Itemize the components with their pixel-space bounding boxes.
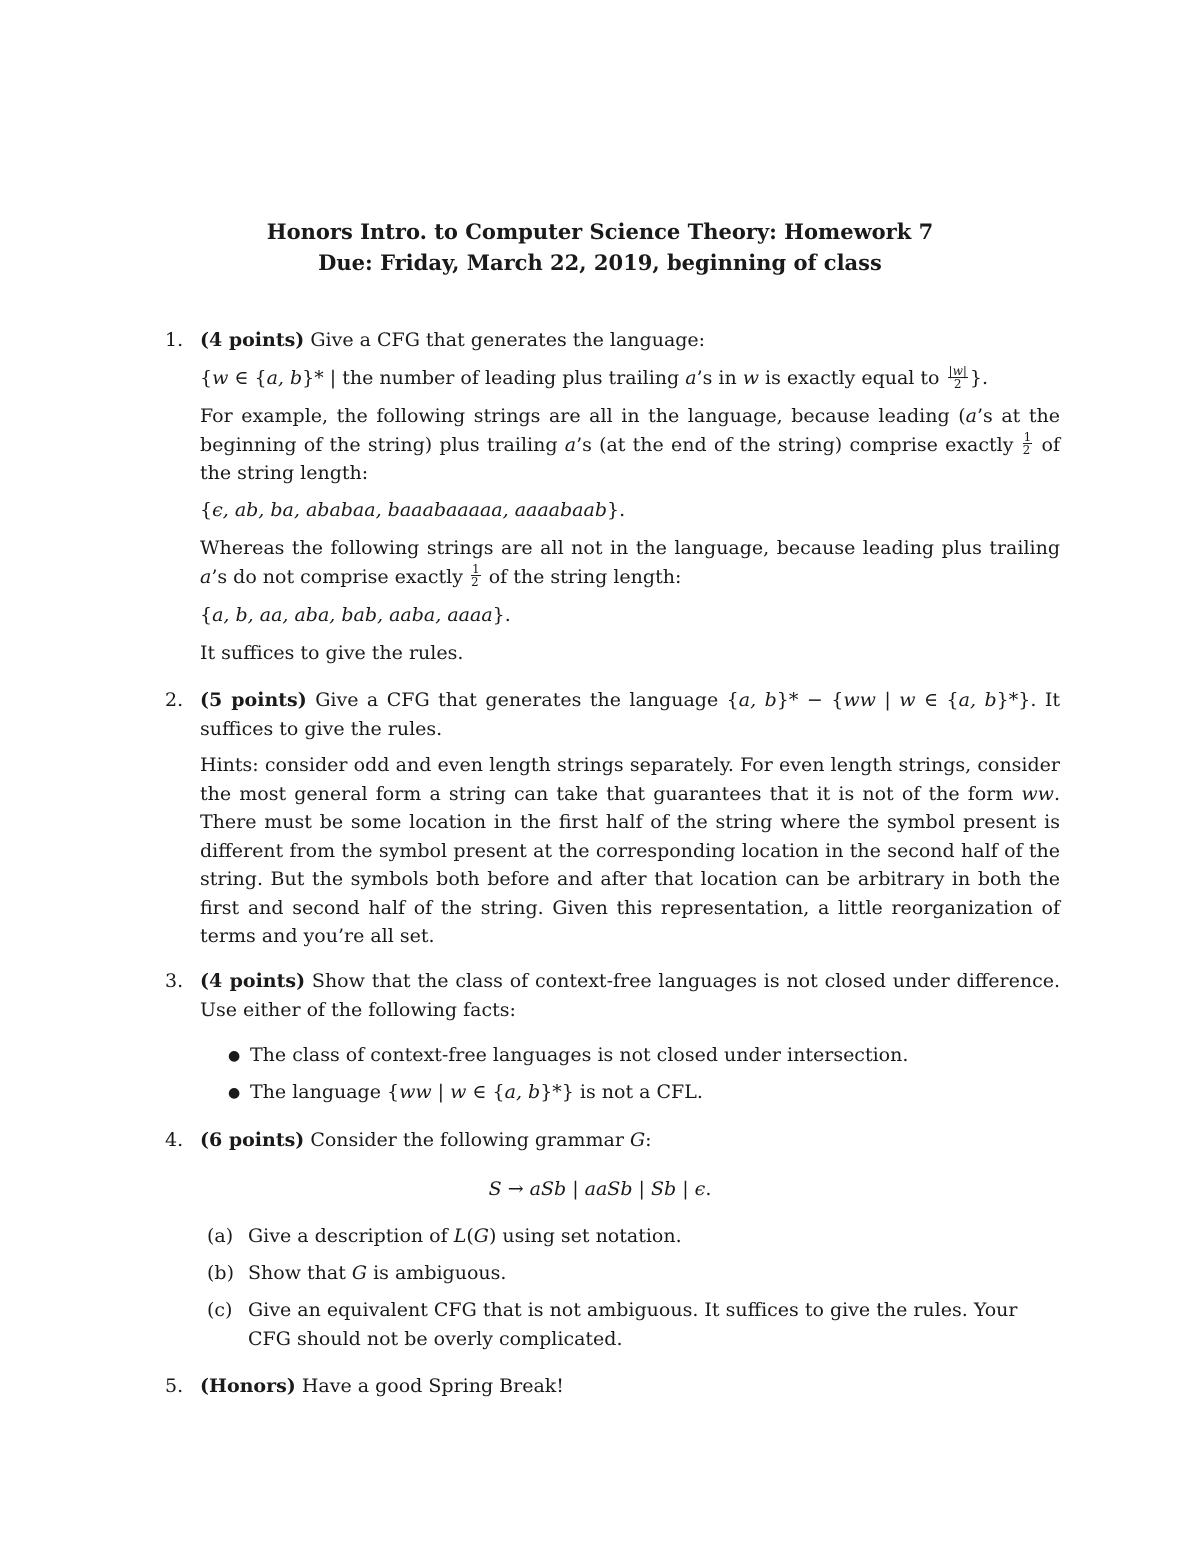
document-title: Honors Intro. to Computer Science Theory: Homework 7 <box>266 219 934 244</box>
problem-5-number: 5. <box>165 1375 184 1397</box>
problem-2-points: (5 points) <box>200 689 307 711</box>
problem-4a-text: Give a description of L(G) using set notation. <box>248 1225 682 1247</box>
bullet-icon: ● <box>228 1048 241 1064</box>
due-date: Due: Friday, March 22, 2019, beginning of class <box>318 250 882 275</box>
problem-4b-label: (b) <box>207 1262 234 1284</box>
problem-4c-label: (c) <box>207 1299 233 1321</box>
bullet-icon: ● <box>228 1085 241 1101</box>
problem-5-points: (Honors) <box>200 1375 296 1397</box>
problem-3-fact-1: The class of context-free languages is not closed under intersection. <box>250 1044 909 1066</box>
problem-4-points: (6 points) <box>200 1129 305 1151</box>
problem-3-number: 3. <box>165 970 184 992</box>
problem-4-number: 4. <box>165 1129 184 1151</box>
problem-2-hint: Hints: consider odd and even length strings separately. For even length strings, consider the most general form a string can take that guarantees that it is not of the form ww. There must be some location in the first half of the string where the symbol present is different from the symbol present at the corresponding location in the second half of the string. But the symbols both before and after that location can be arbitrary in both the first and second half of the string. Given this representation, a little reorganization of terms and you’re all set. <box>200 754 1060 947</box>
problem-4a-label: (a) <box>207 1225 234 1247</box>
problem-1-points: (4 points) <box>200 329 305 351</box>
grammar-rule: S → aSb | aaSb | Sb | ϵ. <box>488 1178 712 1200</box>
problem-4-prompt: (6 points) Consider the following grammar G: <box>200 1129 652 1151</box>
problem-2-number: 2. <box>165 689 184 711</box>
problem-1-language: {w ∈ {a, b}* | the number of leading plus trailing a’s in w is exactly equal to $\frac{|w|}{2}$ }. <box>200 363 989 391</box>
problem-1-example-text: For example, the following strings are all in the language, because leading (a’s at the beginning of the string) plus trailing a’s (at the end of the string) comprise exactly $\frac{1}{2}$ of the string length: <box>200 405 1060 484</box>
problem-1-in-set: {ϵ, ab, ba, ababaa, baaabaaaaa, aaaabaab}. <box>200 499 626 521</box>
problem-4b-text: Show that G is ambiguous. <box>248 1262 507 1284</box>
problem-3-prompt: (4 points) Show that the class of context-free languages is not closed under difference. Use either of the following facts: <box>200 970 1061 1021</box>
problem-1-number: 1. <box>165 329 184 351</box>
problem-1-out-set: {a, b, aa, aba, bab, aaba, aaaa}. <box>200 604 511 626</box>
problem-1-prompt: (4 points) Give a CFG that generates the language: <box>200 329 706 351</box>
problem-1-suffices: It suffices to give the rules. <box>200 642 464 664</box>
problem-5-text: (Honors) Have a good Spring Break! <box>200 1375 564 1397</box>
problem-2-prompt: (5 points) Give a CFG that generates the language {a, b}* − {ww | w ∈ {a, b}*}. It suffices to give the rules. <box>200 689 1060 740</box>
problem-4c-text: Give an equivalent CFG that is not ambiguous. It suffices to give the rules. Your CFG should not be overly complicated. <box>248 1299 1018 1350</box>
fraction-w-over-2: $\frac{|w|}{2}$ <box>948 363 967 391</box>
fraction-one-half-2: $\frac{1}{2}$ <box>471 562 480 589</box>
problem-3-fact-2: The language {ww | w ∈ {a, b}*} is not a CFL. <box>250 1081 703 1103</box>
problem-3-points: (4 points) <box>200 970 306 992</box>
fraction-one-half: $\frac{1}{2}$ <box>1022 430 1032 457</box>
problem-1-whereas-text: Whereas the following strings are all not in the language, because leading plus trailing a’s do not comprise exactly $\frac{1}{2}$ of the string length: <box>200 537 1060 589</box>
